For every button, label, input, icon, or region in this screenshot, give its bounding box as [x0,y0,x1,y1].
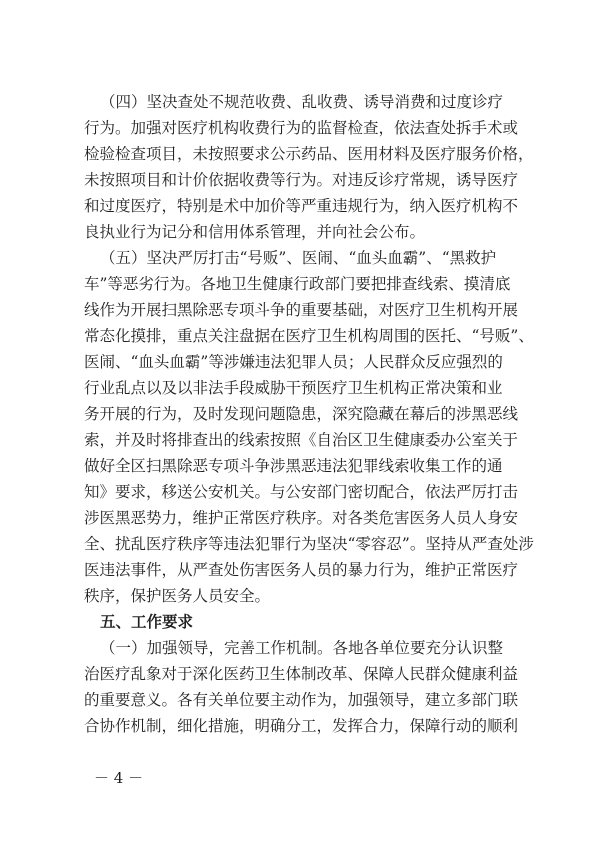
paragraph-5-line-11: 涉医黑恶势力，维护正常医疗秩序。对各类危害医务人员人身安 [84,509,519,527]
paragraph-5-line-7: 务开展的行为，及时发现问题隐患，深究隐藏在幕后的涉黑恶线 [84,405,519,423]
paragraph-5-line-6: 行业乱点以及以非法手段威胁干预医疗卫生机构正常决策和业 [84,379,503,397]
paragraph-5-line-12: 全、扰乱医疗秩序等违法犯罪行为坚决“零容忍”。坚持从严查处涉 [84,535,534,553]
paragraph-5-line-4: 常态化摸排，重点关注盘据在医疗卫生机构周围的医托、“号贩”、 [84,327,534,345]
paragraph-4-line-6: 良执业行为记分和信用体系管理，并向社会公布。 [84,223,426,241]
page-number: － 4 － [94,769,144,787]
paragraph-5-line-10: 知》要求，移送公安机关。与公安部门密切配合，依法严厉打击 [84,483,519,501]
section-heading: 五、工作要求 [100,613,194,631]
paragraph-6-line-1: （一）加强领导，完善工作机制。各地各单位要充分认识整 [100,639,504,657]
paragraph-4-line-2: 行为。加强对医疗机构收费行为的监督检查，依法查处拆手术或 [84,119,519,137]
paragraph-5-line-3: 线作为开展扫黑除恶专项斗争的重要基础，对医疗卫生机构开展 [84,301,519,319]
paragraph-4-line-3: 检验检查项目，未按照要求公示药品、医用材料及医疗服务价格， [84,145,534,163]
paragraph-5-line-14: 秩序，保护医务人员安全。 [84,587,271,605]
paragraph-5-line-8: 索，并及时将排查出的线索按照《自治区卫生健康委办公室关于 [84,431,519,449]
paragraph-5-line-1: （五）坚决严厉打击“号贩”、医闹、“血头血霸”、“黑救护 [100,249,497,267]
paragraph-4-line-1: （四）坚决查处不规范收费、乱收费、诱导消费和过度诊疗 [100,93,504,111]
paragraph-6-line-2: 治医疗乱象对于深化医药卫生体制改革、保障人民群众健康利益 [84,665,519,683]
paragraph-4-line-4: 未按照项目和计价依据收费等行为。对违反诊疗常规，诱导医疗 [84,171,519,189]
paragraph-4-line-5: 和过度医疗，特别是术中加价等严重违规行为，纳入医疗机构不 [84,197,519,215]
paragraph-5-line-2: 车”等恶劣行为。各地卫生健康行政部门要把排查线索、摸清底 [84,275,511,293]
paragraph-5-line-13: 医违法事件，从严查处伤害医务人员的暴力行为，维护正常医疗 [84,561,519,579]
paragraph-5-line-5: 医闹、“血头血霸”等涉嫌违法犯罪人员；人民群众反应强烈的 [84,353,503,371]
paragraph-6-line-4: 合协作机制，细化措施，明确分工，发挥合力，保障行动的顺利 [84,717,519,735]
paragraph-5-line-9: 做好全区扫黑除恶专项斗争涉黑恶违法犯罪线索收集工作的通 [84,457,503,475]
paragraph-6-line-3: 的重要意义。各有关单位要主动作为，加强领导，建立多部门联 [84,691,519,709]
